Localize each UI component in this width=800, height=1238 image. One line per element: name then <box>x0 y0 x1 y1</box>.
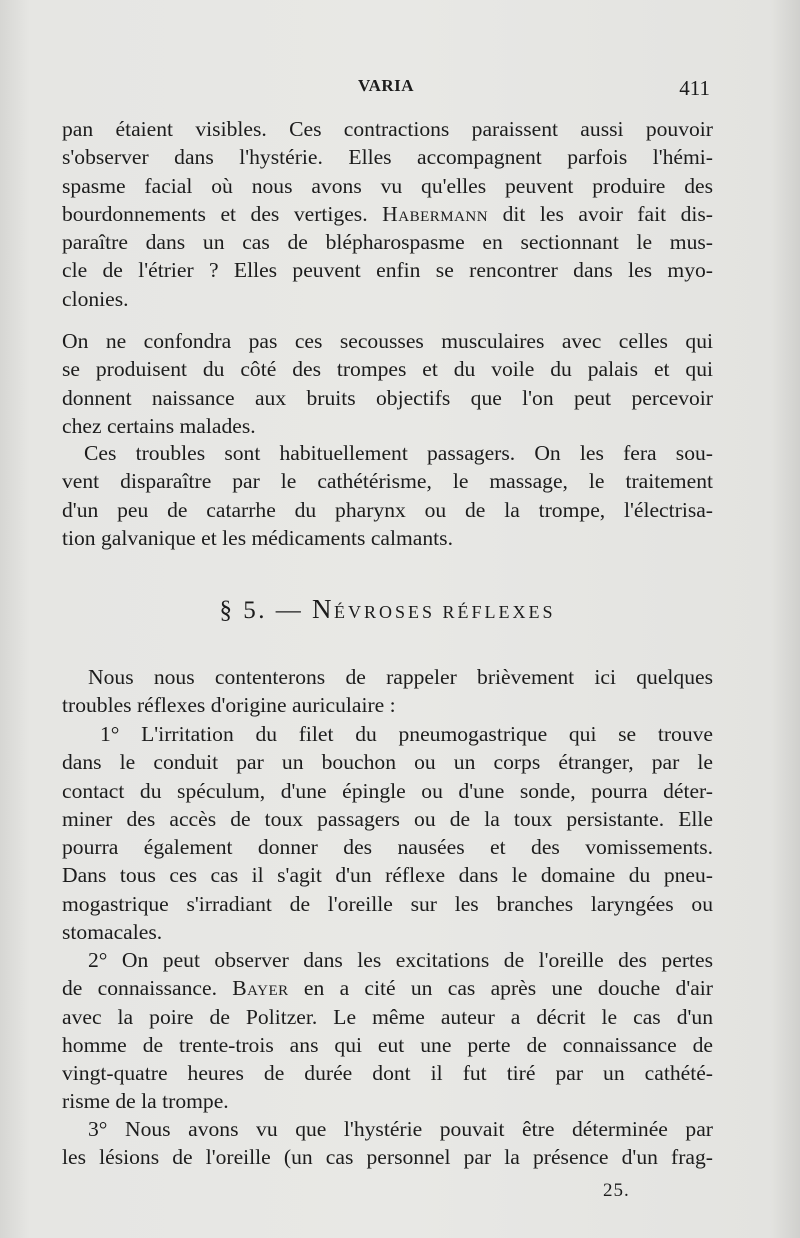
text-line: risme de la trompe. <box>62 1089 229 1114</box>
text-line: s'observer dans l'hystérie. Elles accompagnent parfois l'hémi- <box>62 145 713 170</box>
text-line: contact du spéculum, d'une épingle ou d'une sonde, pourra déter- <box>62 778 713 803</box>
text-line: mogastrique s'irradiant de l'oreille sur les branches laryngées ou <box>62 891 713 916</box>
text-line: donnent naissance aux bruits objectifs que l'on peut percevoir <box>62 385 713 410</box>
numbered-paragraph <box>62 720 713 946</box>
text-line: chez certains malades. <box>62 413 256 438</box>
text-segment: dit les avoir fait dis- <box>502 201 713 226</box>
text-line: avec la poire de Politzer. Le même auteur a décrit le cas d'un <box>62 1004 713 1029</box>
text-line: se produisent du côté des trompes et du voile du palais et qui <box>62 357 713 382</box>
section-number: § 5. <box>219 597 267 624</box>
section-heading <box>62 594 713 625</box>
section-title-initial: N <box>311 594 334 624</box>
page-number: 411 <box>679 76 710 100</box>
section-title: ÉVROSES RÉFLEXES <box>333 602 556 622</box>
running-title: VARIA <box>358 76 415 95</box>
text-segment: en a cité un cas après une douche d'air <box>303 976 713 1001</box>
text-line: miner des accès de toux passagers ou de la toux persistante. Elle <box>62 806 713 831</box>
section-dash: — <box>275 597 304 624</box>
printer-signature-mark: 25. <box>603 1180 630 1201</box>
text-line: pan étaient visibles. Ces contractions paraissent aussi pouvoir <box>62 117 713 141</box>
text-line: tion galvanique et les médicaments calmants. <box>62 525 453 550</box>
text-line: spasme facial où nous avons vu qu'elles peuvent produire des <box>62 173 713 198</box>
text-segment: bourdonnements et des vertiges. <box>62 201 368 226</box>
text-line: troubles réflexes d'origine auriculaire : <box>62 693 396 718</box>
text-line: les lésions de l'oreille (un cas personnel par la présence d'un frag- <box>62 1145 713 1170</box>
text-line: dans le conduit par un bouchon ou un corps étranger, par le <box>62 750 713 775</box>
text-line: cle de l'étrier ? Elles peuvent enfin se rencontrer dans les myo- <box>62 258 713 283</box>
text-line: On ne confondra pas ces secousses musculaires avec celles qui <box>62 329 713 353</box>
paragraph <box>62 663 713 720</box>
author-name: Bayer <box>232 976 289 1001</box>
text-line: d'un peu de catarrhe du pharynx ou de la trompe, l'électrisa- <box>62 497 713 522</box>
paragraph <box>62 439 713 552</box>
text-line: 2° On peut observer dans les excitations de l'oreille des pertes <box>88 948 713 972</box>
numbered-paragraph <box>62 1115 713 1172</box>
text-line-with-author <box>62 974 713 1002</box>
text-line-with-author <box>62 200 713 228</box>
text-line: Nous nous contenterons de rappeler brièvement ici quelques <box>88 665 713 689</box>
text-line: 1° L'irritation du filet du pneumogastrique qui se trouve <box>100 722 713 746</box>
text-line: clonies. <box>62 286 129 311</box>
text-line: homme de trente-trois ans qui eut une perte de connaissance de <box>62 1032 713 1057</box>
text-line: vingt-quatre heures de durée dont il fut tiré par un cathété- <box>62 1061 713 1086</box>
text-line: Dans tous ces cas il s'agit d'un réflexe dans le domaine du pneu- <box>62 863 713 888</box>
text-line: stomacales. <box>62 920 163 945</box>
text-line: Ces troubles sont habituellement passagers. On les fera sou- <box>84 441 713 465</box>
running-header <box>60 76 710 100</box>
text-line: 3° Nous avons vu que l'hystérie pouvait être déterminée par <box>88 1117 713 1141</box>
author-name: Habermann <box>382 201 489 226</box>
numbered-paragraph <box>62 946 713 1116</box>
text-line: paraître dans un cas de blépharospasme en sectionnant le mus- <box>62 230 713 255</box>
paragraph-continuation <box>62 115 713 313</box>
paragraph <box>62 327 713 440</box>
text-line: pourra également donner des nausées et des vomissements. <box>62 835 713 860</box>
text-line: vent disparaître par le cathétérisme, le massage, le traitement <box>62 469 713 494</box>
text-segment: de connaissance. <box>62 976 217 1001</box>
